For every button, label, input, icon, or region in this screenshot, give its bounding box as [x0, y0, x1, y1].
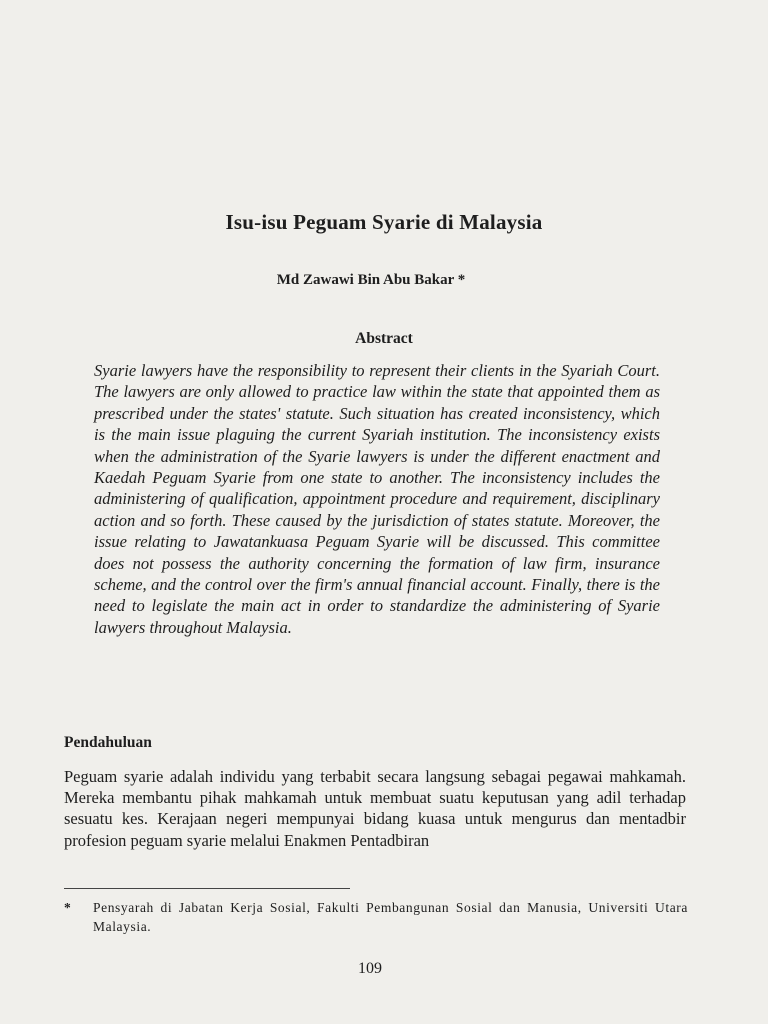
author-name: Md Zawawi Bin Abu Bakar * — [276, 272, 466, 288]
footnote-marker: * — [64, 900, 71, 915]
abstract-body: Syarie lawyers have the responsibility to represent their clients in the Syariah Court. The lawyers are only allowed to practice law within the state that appointed them as prescribed under the states' statute. Such situation has created inconsistency, which is the main issue plaguing the current Syariah institution. The inconsistency exists when the administration of the Syarie lawyers is under the different enactment and Kaedah Peguam Syarie from one state to another. The inconsistency includes the administering of qualification, appointment procedure and requirement, disciplinary action and so forth. These caused by the jurisdiction of states statute. Moreover, the issue relating to Jawatankuasa Peguam Syarie will be discussed. This committee does not possess the authority concerning the formation of law firm, insurance scheme, and the control over the firm's annual financial account. Finally, there is the need to legislate the main act in order to standardize the administering of Syarie lawyers throughout Malaysia. — [94, 361, 660, 637]
footnote — [64, 898, 688, 936]
page-number: 109 — [358, 960, 382, 977]
footnote-divider — [64, 888, 350, 889]
section-body-pendahuluan: Peguam syarie adalah individu yang terbabit secara langsung sebagai pegawai mahkamah. Mereka membantu pihak mahkamah untuk membuat suatu keputusan yang adil terhadap sesuatu kes. Kerajaan negeri mempunyai bidang kuasa untuk mengurus dan mentadbir profesion peguam syarie melalui Enakmen Pentadbiran — [64, 767, 686, 850]
footnote-text: Pensyarah di Jabatan Kerja Sosial, Fakulti Pembangunan Sosial dan Manusia, Universiti Utara Malaysia. — [93, 900, 688, 934]
abstract-heading: Abstract — [355, 330, 413, 347]
section-heading-pendahuluan: Pendahuluan — [64, 734, 152, 751]
paper-title: Isu-isu Peguam Syarie di Malaysia — [225, 210, 543, 234]
